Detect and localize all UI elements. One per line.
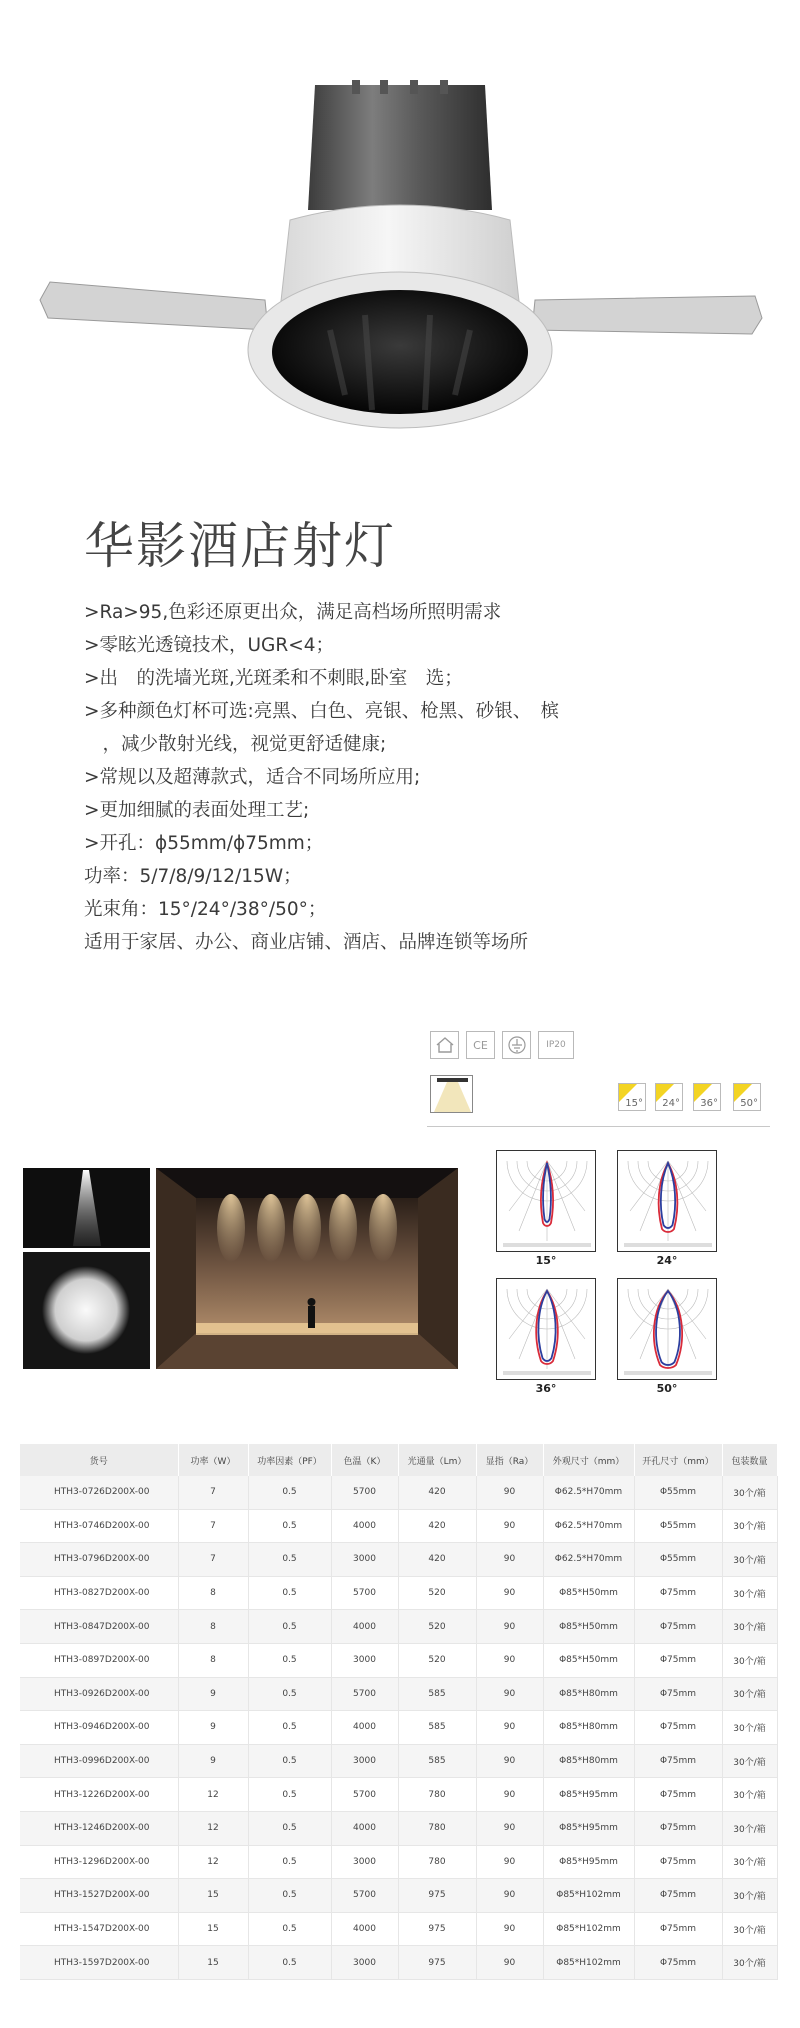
polar-caption: 36° <box>535 1382 557 1395</box>
table-cell: 30个/箱 <box>722 1845 777 1879</box>
column-header: 功率（W） <box>178 1444 248 1476</box>
table-cell: Φ85*H50mm <box>543 1576 634 1610</box>
table-row <box>20 1778 777 1812</box>
polar-caption: 15° <box>535 1254 557 1267</box>
polar-caption: 24° <box>656 1254 678 1267</box>
table-cell: Φ85*H95mm <box>543 1845 634 1879</box>
table-row <box>20 1879 777 1913</box>
table-cell: 5700 <box>331 1879 398 1913</box>
table-cell: Φ75mm <box>634 1677 722 1711</box>
table-cell: 0.5 <box>248 1677 331 1711</box>
table-cell: 90 <box>476 1879 543 1913</box>
table-cell: HTH3-0946D200X-00 <box>20 1711 178 1745</box>
table-cell: Φ75mm <box>634 1946 722 1980</box>
ip-label: IP20 <box>546 1040 566 1050</box>
beam-angle-button[interactable] <box>655 1083 683 1111</box>
table-cell: 90 <box>476 1744 543 1778</box>
table-cell: 90 <box>476 1610 543 1644</box>
table-cell: HTH3-0796D200X-00 <box>20 1543 178 1577</box>
polar-diagram-36 <box>496 1278 596 1380</box>
polar-caption: 50° <box>656 1382 678 1395</box>
table-cell: 520 <box>398 1576 476 1610</box>
table-row <box>20 1643 777 1677</box>
table-cell: 585 <box>398 1677 476 1711</box>
table-row <box>20 1912 777 1946</box>
table-cell: 90 <box>476 1912 543 1946</box>
table-cell: 15 <box>178 1946 248 1980</box>
column-header: 显指（Ra） <box>476 1444 543 1476</box>
feature-line: >更加细腻的表面处理工艺; <box>84 800 310 821</box>
table-cell: 90 <box>476 1845 543 1879</box>
table-cell: 0.5 <box>248 1711 331 1745</box>
beam-angle-label: 36° <box>700 1098 718 1109</box>
table-cell: 90 <box>476 1677 543 1711</box>
table-cell: 520 <box>398 1610 476 1644</box>
table-cell: HTH3-0926D200X-00 <box>20 1677 178 1711</box>
table-cell: 8 <box>178 1610 248 1644</box>
table-row <box>20 1476 777 1509</box>
table-cell: HTH3-0746D200X-00 <box>20 1509 178 1543</box>
table-cell: 7 <box>178 1476 248 1509</box>
table-cell: HTH3-1246D200X-00 <box>20 1811 178 1845</box>
table-row <box>20 1677 777 1711</box>
table-cell: 30个/箱 <box>722 1912 777 1946</box>
table-cell: 0.5 <box>248 1778 331 1812</box>
column-header: 包装数量 <box>722 1444 777 1476</box>
table-row <box>20 1845 777 1879</box>
beam-side-photo <box>23 1168 150 1248</box>
table-cell: 5700 <box>331 1778 398 1812</box>
ground-symbol-icon <box>502 1031 531 1059</box>
table-cell: 12 <box>178 1845 248 1879</box>
beam-angle-label: 15° <box>625 1098 643 1109</box>
table-cell: Φ55mm <box>634 1509 722 1543</box>
table-cell: HTH3-0847D200X-00 <box>20 1610 178 1644</box>
table-cell: 7 <box>178 1509 248 1543</box>
table-cell: Φ85*H95mm <box>543 1811 634 1845</box>
feature-line: >开孔：ϕ55mm/ϕ75mm； <box>84 833 324 854</box>
table-cell: 420 <box>398 1509 476 1543</box>
table-header-row <box>20 1444 777 1476</box>
table-cell: 780 <box>398 1811 476 1845</box>
table-cell: 3000 <box>331 1845 398 1879</box>
table-cell: 90 <box>476 1946 543 1980</box>
ce-label: CE <box>473 1038 488 1052</box>
table-row <box>20 1744 777 1778</box>
table-cell: 30个/箱 <box>722 1778 777 1812</box>
table-cell: Φ85*H50mm <box>543 1643 634 1677</box>
table-cell: 30个/箱 <box>722 1811 777 1845</box>
table-cell: 15 <box>178 1879 248 1913</box>
table-cell: Φ55mm <box>634 1543 722 1577</box>
table-cell: 90 <box>476 1778 543 1812</box>
table-cell: HTH3-1597D200X-00 <box>20 1946 178 1980</box>
table-cell: 30个/箱 <box>722 1610 777 1644</box>
table-cell: Φ75mm <box>634 1744 722 1778</box>
table-cell: 9 <box>178 1677 248 1711</box>
table-cell: 7 <box>178 1543 248 1577</box>
indoor-house-icon <box>430 1031 459 1059</box>
table-cell: Φ85*H102mm <box>543 1946 634 1980</box>
beam-angle-button[interactable] <box>733 1083 761 1111</box>
table-cell: 0.5 <box>248 1643 331 1677</box>
table-cell: Φ85*H80mm <box>543 1711 634 1745</box>
table-cell: Φ75mm <box>634 1845 722 1879</box>
table-cell: 15 <box>178 1912 248 1946</box>
table-cell: 0.5 <box>248 1610 331 1644</box>
feature-line: >零眩光透镜技术，UGR<4； <box>84 635 335 656</box>
table-cell: 8 <box>178 1576 248 1610</box>
table-cell: Φ75mm <box>634 1811 722 1845</box>
feature-line: 适用于家居、办公、商业店铺、酒店、品牌连锁等场所 <box>84 932 529 953</box>
column-header: 外观尺寸（mm） <box>543 1444 634 1476</box>
table-row <box>20 1509 777 1543</box>
table-cell: 975 <box>398 1912 476 1946</box>
table-cell: 3000 <box>331 1543 398 1577</box>
table-cell: 0.5 <box>248 1476 331 1509</box>
table-cell: 4000 <box>331 1811 398 1845</box>
table-row <box>20 1711 777 1745</box>
table-cell: HTH3-0897D200X-00 <box>20 1643 178 1677</box>
table-cell: 420 <box>398 1543 476 1577</box>
table-cell: Φ55mm <box>634 1476 722 1509</box>
table-row <box>20 1811 777 1845</box>
feature-line: >Ra>95,色彩还原更出众，满足高档场所照明需求 <box>84 602 502 623</box>
table-cell: 30个/箱 <box>722 1476 777 1509</box>
divider <box>427 1126 770 1127</box>
table-body <box>20 1476 777 1979</box>
table-row <box>20 1946 777 1980</box>
ce-mark-icon <box>466 1031 495 1059</box>
table-cell: Φ75mm <box>634 1576 722 1610</box>
table-cell: 90 <box>476 1543 543 1577</box>
table-cell: 0.5 <box>248 1509 331 1543</box>
table-cell: 780 <box>398 1845 476 1879</box>
table-row <box>20 1576 777 1610</box>
table-cell: 5700 <box>331 1476 398 1509</box>
table-cell: 30个/箱 <box>722 1744 777 1778</box>
table-cell: Φ75mm <box>634 1643 722 1677</box>
table-cell: 3000 <box>331 1946 398 1980</box>
table-cell: Φ75mm <box>634 1778 722 1812</box>
column-header: 开孔尺寸（mm） <box>634 1444 722 1476</box>
table-cell: 975 <box>398 1946 476 1980</box>
table-cell: 420 <box>398 1476 476 1509</box>
table-cell: 8 <box>178 1643 248 1677</box>
feature-list <box>84 596 644 959</box>
table-cell: 5700 <box>331 1576 398 1610</box>
table-cell: 30个/箱 <box>722 1643 777 1677</box>
table-cell: 0.5 <box>248 1946 331 1980</box>
feature-line: 功率：5/7/8/9/12/15W； <box>84 866 302 887</box>
table-cell: 90 <box>476 1711 543 1745</box>
table-cell: 975 <box>398 1879 476 1913</box>
table-cell: Φ85*H80mm <box>543 1744 634 1778</box>
table-cell: Φ85*H95mm <box>543 1778 634 1812</box>
table-cell: Φ85*H80mm <box>543 1677 634 1711</box>
table-cell: 3000 <box>331 1643 398 1677</box>
polar-diagram-50 <box>617 1278 717 1380</box>
ip20-icon <box>538 1031 574 1059</box>
room-wallwash-photo <box>156 1168 458 1369</box>
polar-diagram-24 <box>617 1150 717 1252</box>
table-cell: 30个/箱 <box>722 1711 777 1745</box>
table-cell: 0.5 <box>248 1912 331 1946</box>
table-cell: 0.5 <box>248 1576 331 1610</box>
product-photo <box>0 0 800 470</box>
feature-line: >出 的洗墙光斑,光斑柔和不刺眼,卧室 选； <box>84 668 463 689</box>
table-cell: Φ75mm <box>634 1610 722 1644</box>
beam-angle-label: 24° <box>662 1098 680 1109</box>
table-cell: 0.5 <box>248 1879 331 1913</box>
beam-angle-button[interactable] <box>693 1083 721 1111</box>
table-cell: 780 <box>398 1778 476 1812</box>
table-cell: 30个/箱 <box>722 1946 777 1980</box>
table-cell: 4000 <box>331 1711 398 1745</box>
table-cell: 585 <box>398 1711 476 1745</box>
column-header: 色温（K） <box>331 1444 398 1476</box>
table-cell: Φ75mm <box>634 1711 722 1745</box>
feature-line: >多种颜色灯杯可选:亮黑、白色、亮银、枪黑、砂银、 槟 <box>84 701 559 722</box>
table-cell: 3000 <box>331 1744 398 1778</box>
table-cell: 4000 <box>331 1912 398 1946</box>
feature-line: >常规以及超薄款式，适合不同场所应用; <box>84 767 421 788</box>
table-cell: 30个/箱 <box>722 1879 777 1913</box>
table-cell: Φ85*H102mm <box>543 1912 634 1946</box>
beam-angle-label: 50° <box>740 1098 758 1109</box>
table-cell: 5700 <box>331 1677 398 1711</box>
table-cell: 9 <box>178 1744 248 1778</box>
table-cell: HTH3-1547D200X-00 <box>20 1912 178 1946</box>
column-header: 功率因素（PF） <box>248 1444 331 1476</box>
table-cell: Φ62.5*H70mm <box>543 1476 634 1509</box>
table-cell: Φ75mm <box>634 1879 722 1913</box>
table-cell: 30个/箱 <box>722 1543 777 1577</box>
table-cell: 90 <box>476 1576 543 1610</box>
table-cell: 12 <box>178 1778 248 1812</box>
table-cell: HTH3-0726D200X-00 <box>20 1476 178 1509</box>
table-cell: HTH3-0827D200X-00 <box>20 1576 178 1610</box>
table-row <box>20 1543 777 1577</box>
column-header: 光通量（Lm） <box>398 1444 476 1476</box>
feature-line: ，减少散射光线，视觉更舒适健康; <box>84 734 387 755</box>
table-cell: 90 <box>476 1509 543 1543</box>
table-cell: Φ62.5*H70mm <box>543 1509 634 1543</box>
table-cell: 30个/箱 <box>722 1677 777 1711</box>
table-cell: 0.5 <box>248 1845 331 1879</box>
table-cell: 90 <box>476 1476 543 1509</box>
table-cell: HTH3-1296D200X-00 <box>20 1845 178 1879</box>
table-cell: Φ85*H102mm <box>543 1879 634 1913</box>
table-cell: 90 <box>476 1643 543 1677</box>
table-cell: 30个/箱 <box>722 1509 777 1543</box>
table-cell: Φ62.5*H70mm <box>543 1543 634 1577</box>
table-cell: 12 <box>178 1811 248 1845</box>
table-cell: HTH3-1226D200X-00 <box>20 1778 178 1812</box>
polar-diagram-15 <box>496 1150 596 1252</box>
table-cell: Φ85*H50mm <box>543 1610 634 1644</box>
table-cell: 4000 <box>331 1509 398 1543</box>
beam-angle-button[interactable] <box>618 1083 646 1111</box>
table-cell: 585 <box>398 1744 476 1778</box>
table-cell: HTH3-1527D200X-00 <box>20 1879 178 1913</box>
table-cell: 9 <box>178 1711 248 1745</box>
downlight-beam-icon <box>430 1075 473 1113</box>
product-title: 华影酒店射灯 <box>84 517 396 575</box>
table-cell: 90 <box>476 1811 543 1845</box>
spec-table <box>20 1444 778 1980</box>
table-row <box>20 1610 777 1644</box>
table-cell: 520 <box>398 1643 476 1677</box>
table-cell: HTH3-0996D200X-00 <box>20 1744 178 1778</box>
table-cell: 30个/箱 <box>722 1576 777 1610</box>
table-cell: 0.5 <box>248 1811 331 1845</box>
column-header: 货号 <box>20 1444 178 1476</box>
table-cell: 4000 <box>331 1610 398 1644</box>
light-spot-photo <box>23 1252 150 1369</box>
table-cell: 0.5 <box>248 1744 331 1778</box>
table-cell: 0.5 <box>248 1543 331 1577</box>
table-cell: Φ75mm <box>634 1912 722 1946</box>
feature-line: 光束角：15°/24°/38°/50°； <box>84 899 327 920</box>
